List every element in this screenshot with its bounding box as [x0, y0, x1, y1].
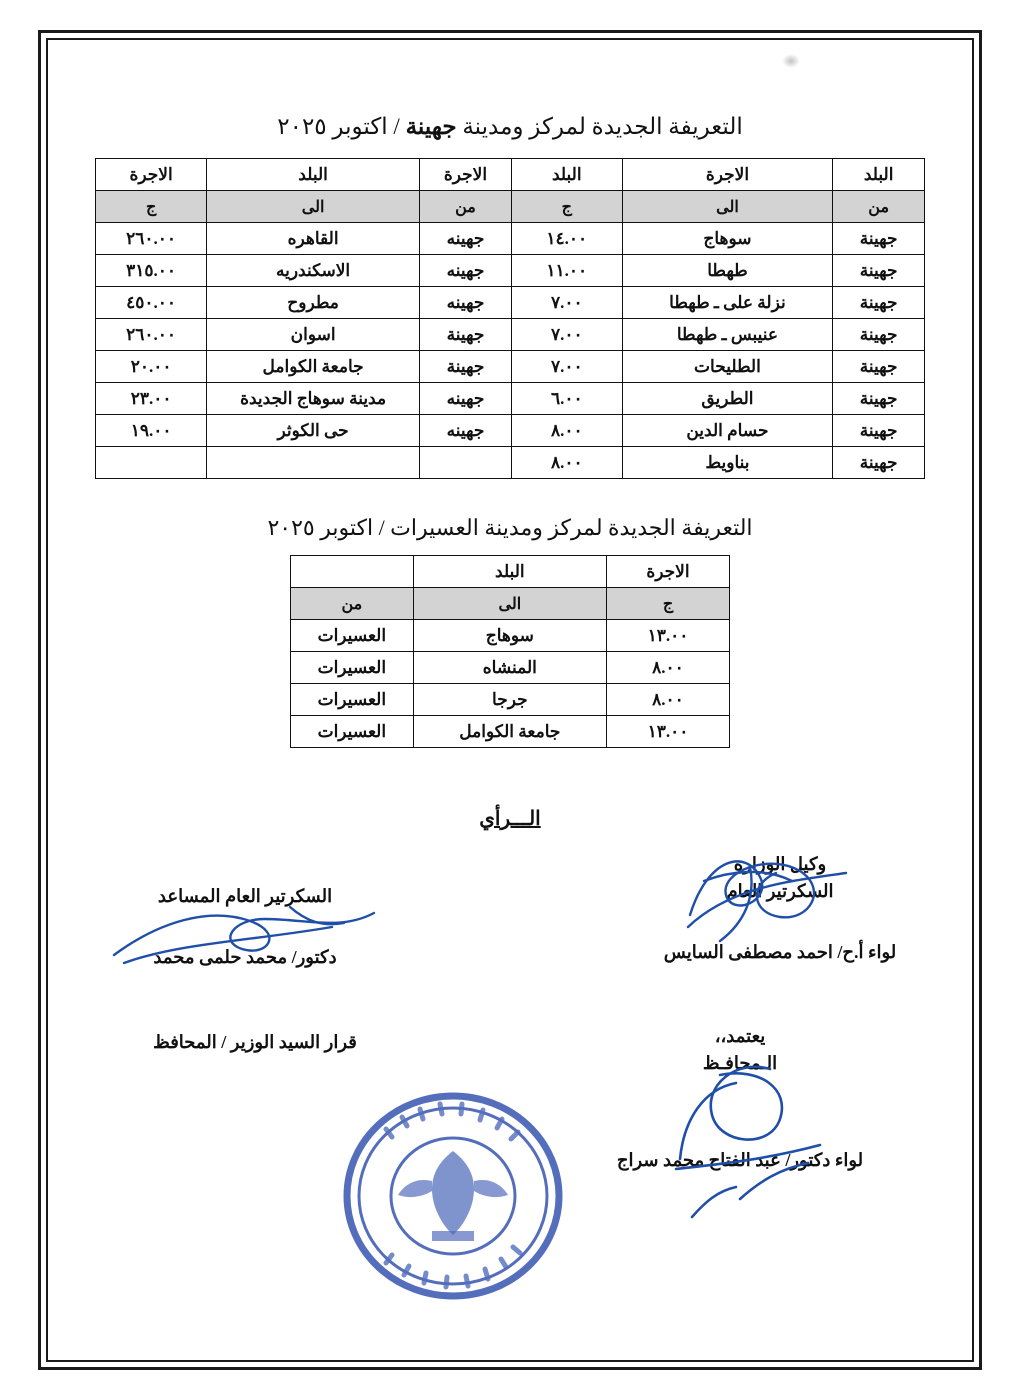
cell-from: جهينة	[833, 351, 925, 383]
group-header-from-left: الاجرة	[419, 159, 511, 191]
title-juhayna	[60, 114, 960, 140]
cell-from: جهينة	[833, 415, 925, 447]
signature-block-assistant-secretary	[80, 883, 410, 971]
sub-header2-from: من	[291, 588, 414, 620]
cell-fare-2: ٢٠.٠٠	[96, 351, 207, 383]
sub-header-to-left: الى	[207, 191, 420, 223]
title-juhayna-prefix: التعريفة الجديدة لمركز ومدينة	[456, 114, 743, 139]
cell-from: جهينة	[833, 223, 925, 255]
cell-to-2: القاهره	[207, 223, 420, 255]
cell-to-2: جامعة الكوامل	[207, 351, 420, 383]
fares-table-asirat-wrapper	[60, 555, 960, 748]
cell-to: المنشاه	[413, 652, 606, 684]
sub-header-from-left: من	[419, 191, 511, 223]
group-header-fare-right: البلد	[512, 159, 623, 191]
cell-fare-2: ١٩.٠٠	[96, 415, 207, 447]
sub-header2-to: الى	[413, 588, 606, 620]
cell-to: سوهاج	[622, 223, 833, 255]
handwritten-signature-governor	[640, 1049, 900, 1239]
cell-from-2: جهينة	[419, 319, 511, 351]
signature-block-undersecretary	[630, 851, 930, 966]
cell-fare-2: ٢٣.٠٠	[96, 383, 207, 415]
opinion-label: الـــرأي	[479, 808, 541, 830]
cell-to: حسام الدين	[622, 415, 833, 447]
group-header-fare-left: الاجرة	[96, 159, 207, 191]
signature-area	[60, 841, 960, 1271]
cell-from: العسيرات	[291, 652, 414, 684]
cell-fare-2: ٢٦٠.٠٠	[96, 319, 207, 351]
cell-to: سوهاج	[413, 620, 606, 652]
cell-to-2: الاسكندريه	[207, 255, 420, 287]
cell-from: جهينة	[833, 447, 925, 479]
cell-fare: ١٤.٠٠	[512, 223, 623, 255]
cell-fare: ٧.٠٠	[512, 351, 623, 383]
cell-from-2: جهينه	[419, 415, 511, 447]
cell-fare: ٨.٠٠	[606, 652, 729, 684]
governor-name: لواء دكتور/ عبد الفتاح محمد سراج	[616, 1150, 864, 1170]
fares-table-asirat	[290, 555, 730, 748]
undersecretary-title-line2: السكرتير العام	[726, 881, 834, 901]
fares-table-juhayna	[95, 158, 925, 479]
cell-fare-2: ٣١٥.٠٠	[96, 255, 207, 287]
sub-header-currency-left: ج	[96, 191, 207, 223]
cell-fare: ٧.٠٠	[512, 287, 623, 319]
undersecretary-name: لواء أ.ح/ احمد مصطفى السايس	[663, 942, 897, 962]
table2-group-header-row	[291, 556, 730, 588]
cell-to: طهطا	[622, 255, 833, 287]
cell-to-2: حى الكوثر	[207, 415, 420, 447]
table-row	[96, 255, 925, 287]
group-header2-fare: البلد	[413, 556, 606, 588]
approve-line2: الـمحافـظ	[702, 1053, 778, 1073]
scan-smudge	[782, 54, 800, 68]
table-row	[96, 319, 925, 351]
group-header2-country: الاجرة	[606, 556, 729, 588]
table-row	[96, 351, 925, 383]
cell-to-2: مدينة سوهاج الجديدة	[207, 383, 420, 415]
cell-fare: ١٣.٠٠	[606, 716, 729, 748]
cell-from-2: جهينه	[419, 223, 511, 255]
cell-to: جامعة الكوامل	[413, 716, 606, 748]
table-sub-header-row	[96, 191, 925, 223]
table-row	[96, 383, 925, 415]
cell-to-2: مطروح	[207, 287, 420, 319]
sub-header-currency-right: ج	[512, 191, 623, 223]
cell-from: جهينة	[833, 383, 925, 415]
table2-sub-header-row	[291, 588, 730, 620]
cell-from-2: جهينه	[419, 383, 511, 415]
cell-fare: ٨.٠٠	[512, 447, 623, 479]
cell-fare: ١٣.٠٠	[606, 620, 729, 652]
undersecretary-title-line1: وكيل الوزارة	[733, 854, 827, 874]
assistant-secretary-name: دكتور/ محمد حلمى محمد	[153, 947, 337, 967]
group-header-country-right: الاجرة	[622, 159, 833, 191]
cell-from: جهينة	[833, 287, 925, 319]
cell-to: الطريق	[622, 383, 833, 415]
sub-header-to-right: الى	[622, 191, 833, 223]
cell-fare: ٨.٠٠	[512, 415, 623, 447]
signature-block-governor	[590, 1023, 890, 1174]
document-content	[60, 52, 960, 1348]
table-group-header-row	[96, 159, 925, 191]
cell-from-2	[419, 447, 511, 479]
table-row	[291, 684, 730, 716]
sub-header-from-right: من	[833, 191, 925, 223]
table-row	[291, 620, 730, 652]
cell-to-2	[207, 447, 420, 479]
cell-fare: ٧.٠٠	[512, 319, 623, 351]
table-row	[291, 652, 730, 684]
table-row	[96, 415, 925, 447]
assistant-secretary-title: السكرتير العام المساعد	[157, 886, 333, 906]
approve-line1: يعتمد،،	[714, 1026, 766, 1046]
cell-from-2: جهينه	[419, 287, 511, 319]
cell-from: العسيرات	[291, 620, 414, 652]
cell-from-2: جهينه	[419, 255, 511, 287]
cell-to: الطليحات	[622, 351, 833, 383]
sub-header2-currency: ج	[606, 588, 729, 620]
fares-table-juhayna-wrapper	[95, 158, 925, 479]
title-juhayna-suffix: / اكتوبر ٢٠٢٥	[277, 114, 406, 139]
cell-fare-2: ٤٥٠.٠٠	[96, 287, 207, 319]
group-header-from-right: البلد	[833, 159, 925, 191]
table-row	[96, 447, 925, 479]
title-asirat: التعريفة الجديدة لمركز ومدينة العسيرات / اكتوبر ٢٠٢٥	[267, 515, 753, 540]
group-header2-empty	[291, 556, 414, 588]
table-row	[96, 223, 925, 255]
cell-fare-2: ٢٦٠.٠٠	[96, 223, 207, 255]
cell-to: جرجا	[413, 684, 606, 716]
cell-fare: ٨.٠٠	[606, 684, 729, 716]
cell-to: بناويط	[622, 447, 833, 479]
table-row	[291, 716, 730, 748]
cell-fare: ١١.٠٠	[512, 255, 623, 287]
official-stamp	[328, 1081, 578, 1311]
title-juhayna-city: جهينة	[405, 114, 457, 139]
cell-from: جهينة	[833, 319, 925, 351]
cell-fare-2	[96, 447, 207, 479]
table-row	[96, 287, 925, 319]
minister-decision-line: قرار السيد الوزير / المحافظ	[153, 1032, 357, 1052]
cell-from-2: جهينة	[419, 351, 511, 383]
cell-from: العسيرات	[291, 684, 414, 716]
cell-fare: ٦.٠٠	[512, 383, 623, 415]
group-header-country-left: البلد	[207, 159, 420, 191]
cell-to: نزلة على ـ طهطا	[622, 287, 833, 319]
cell-from: العسيرات	[291, 716, 414, 748]
cell-to: عنيبس ـ طهطا	[622, 319, 833, 351]
cell-from: جهينة	[833, 255, 925, 287]
cell-to-2: اسوان	[207, 319, 420, 351]
